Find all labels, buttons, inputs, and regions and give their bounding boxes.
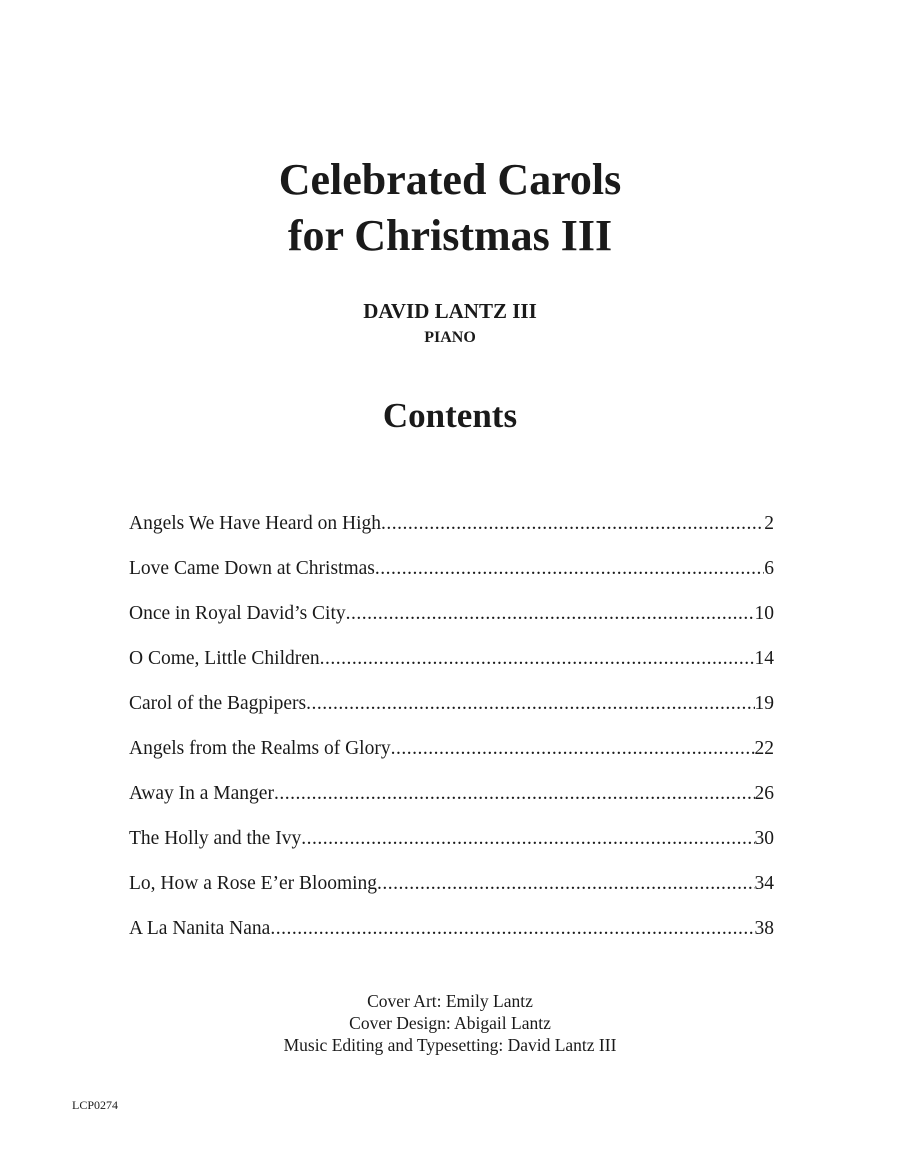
toc-leader-dots xyxy=(274,782,755,806)
toc-entry-title: Carol of the Bagpipers xyxy=(129,693,307,714)
toc-entry xyxy=(129,557,774,602)
toc-leader-dots xyxy=(320,647,755,671)
toc-entry-title: Angels We Have Heard on High xyxy=(129,513,382,534)
toc-entry-page: 6 xyxy=(764,558,774,579)
title-line-2: for Christmas III xyxy=(287,211,613,260)
toc-entry-page: 2 xyxy=(764,513,774,534)
toc-entry xyxy=(129,692,774,737)
toc-entry-title: Once in Royal David’s City xyxy=(129,603,346,624)
toc-leader-dots xyxy=(306,692,754,716)
credit-music-editing: Music Editing and Typesetting: David Lantz III xyxy=(283,1035,617,1055)
toc-entry-title: The Holly and the Ivy xyxy=(129,828,302,849)
instrument-label: PIANO xyxy=(424,329,476,346)
toc-entry-page: 22 xyxy=(754,738,774,759)
title-line-1: Celebrated Carols xyxy=(278,155,622,204)
toc-leader-dots xyxy=(301,827,754,851)
toc-entry-page: 34 xyxy=(754,873,774,894)
toc-entry-title: A La Nanita Nana xyxy=(129,918,271,939)
toc-leader-dots xyxy=(270,917,754,941)
toc-entry-title: Away In a Manger xyxy=(129,783,274,804)
toc-entry xyxy=(129,647,774,692)
toc-entry xyxy=(129,872,774,917)
toc-entry-page: 30 xyxy=(754,828,774,849)
toc-entry xyxy=(129,512,774,557)
toc-entry xyxy=(129,917,774,962)
toc-entry xyxy=(129,602,774,647)
toc-leader-dots xyxy=(381,512,764,536)
toc-entry-title: O Come, Little Children xyxy=(129,648,320,669)
toc-entry-page: 26 xyxy=(754,783,774,804)
credit-cover-art: Cover Art: Emily Lantz xyxy=(367,991,533,1011)
toc-entry-page: 10 xyxy=(754,603,774,624)
toc-entry-page: 14 xyxy=(754,648,774,669)
toc-entry xyxy=(129,827,774,872)
contents-heading: Contents xyxy=(382,396,518,435)
toc-leader-dots xyxy=(375,557,764,581)
author-name: DAVID LANTZ III xyxy=(363,299,537,323)
toc-entry-page: 38 xyxy=(754,918,774,939)
toc-entry-title: Love Came Down at Christmas xyxy=(129,558,375,579)
credits-block xyxy=(0,990,900,1056)
toc-entry-page: 19 xyxy=(754,693,774,714)
toc-entry-title: Lo, How a Rose E’er Blooming xyxy=(129,873,378,894)
catalog-number: LCP0274 xyxy=(72,1098,119,1112)
toc-entry-title: Angels from the Realms of Glory xyxy=(129,738,391,759)
table-of-contents xyxy=(129,512,774,962)
toc-leader-dots xyxy=(377,872,754,896)
credit-cover-design: Cover Design: Abigail Lantz xyxy=(349,1013,551,1033)
toc-leader-dots xyxy=(346,602,755,626)
toc-entry xyxy=(129,782,774,827)
toc-entry xyxy=(129,737,774,782)
toc-leader-dots xyxy=(391,737,755,761)
